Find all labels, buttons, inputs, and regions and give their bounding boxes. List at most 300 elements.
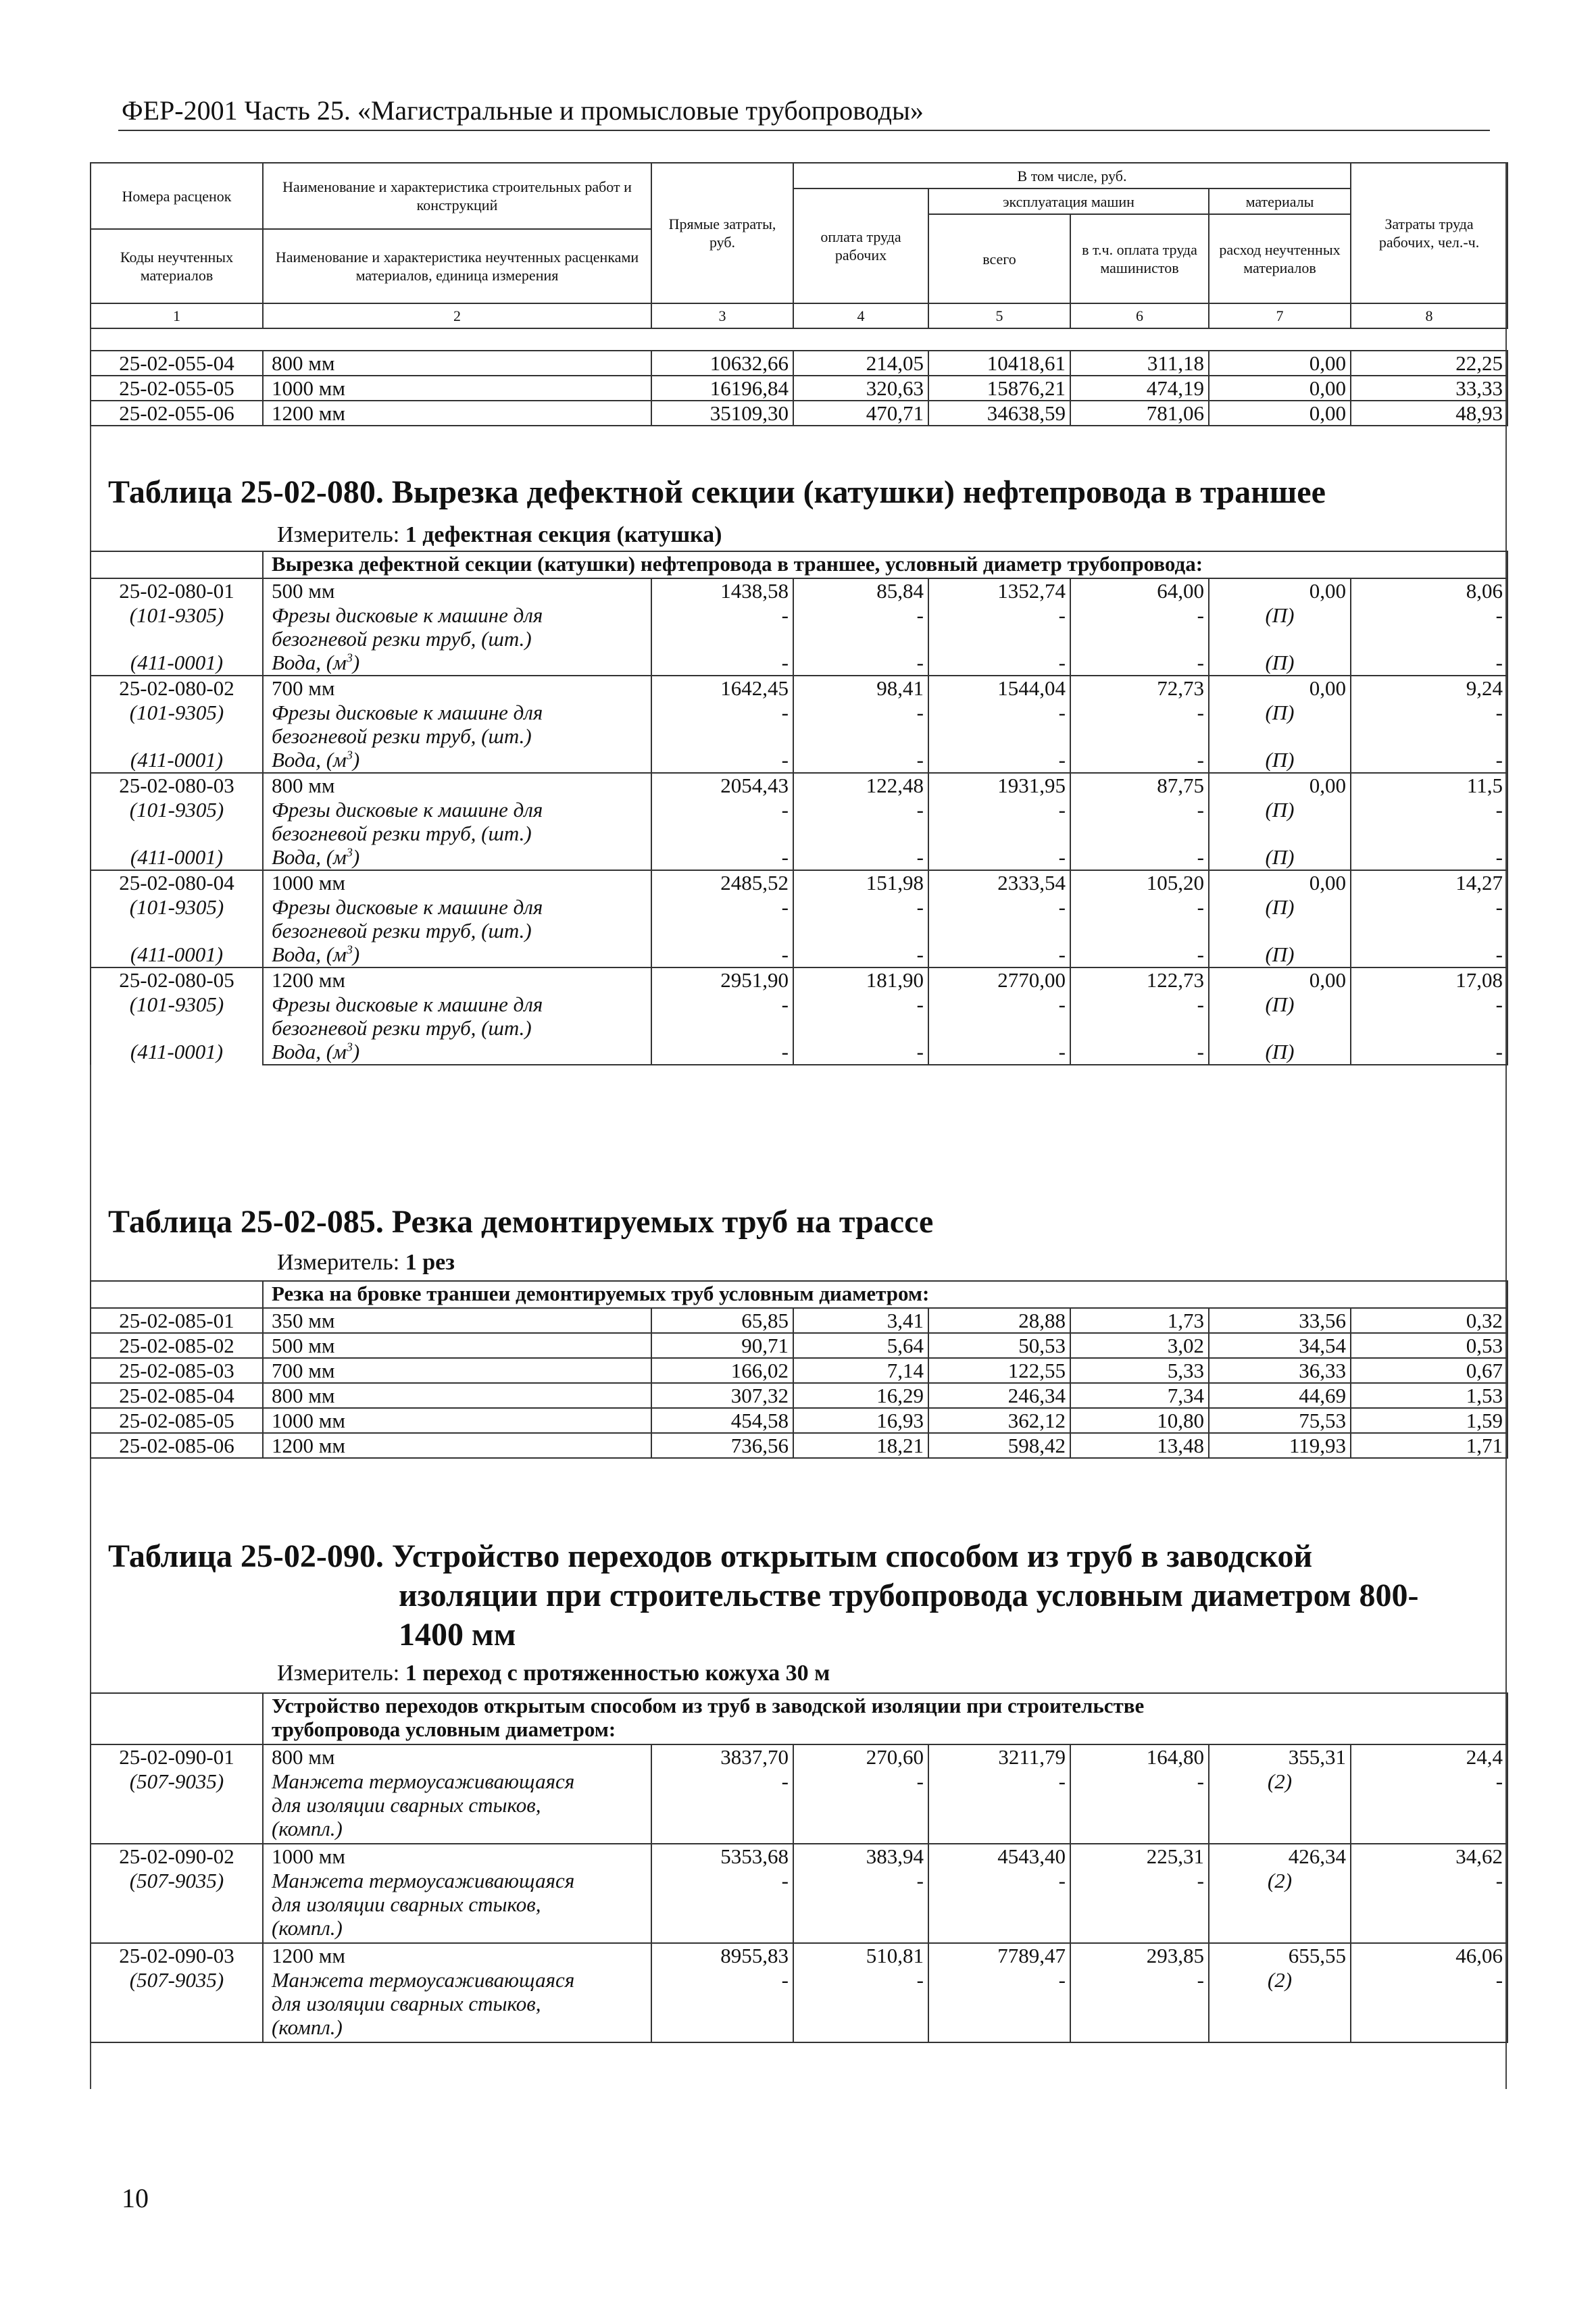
rate-row xyxy=(91,401,1507,426)
dash-cell: - xyxy=(793,1968,928,2042)
rate-row xyxy=(91,1358,1507,1383)
dash-cell: - xyxy=(651,1968,793,2042)
material-name-line1: Манжета термоусаживающаяся xyxy=(272,1869,575,1892)
rate-code: 25-02-080-05 xyxy=(91,967,263,992)
col-number: 5 xyxy=(928,303,1070,328)
value-c5: 28,88 xyxy=(928,1308,1070,1333)
material-name-line1: Манжета термоусаживающаяся xyxy=(272,1769,575,1793)
dash-cell: - xyxy=(793,798,928,845)
p-mark: (П) xyxy=(1209,845,1351,870)
value-c8: 1,71 xyxy=(1351,1433,1507,1458)
value-c3: 1438,58 xyxy=(651,578,793,603)
column-header-table xyxy=(90,162,1508,329)
table-090 xyxy=(90,1692,1508,2043)
value-c3: 454,58 xyxy=(651,1408,793,1433)
material-row xyxy=(91,701,1507,748)
rate-code: 25-02-090-03 xyxy=(91,1943,263,1968)
rate-code: 25-02-055-04 xyxy=(91,351,263,376)
value-c7: 0,00 xyxy=(1209,870,1351,895)
meter-value: 1 рез xyxy=(405,1250,455,1275)
value-c6: 13,48 xyxy=(1070,1433,1209,1458)
value-c4: 85,84 xyxy=(793,578,928,603)
value-c6: 122,73 xyxy=(1070,967,1209,992)
rate-name: 1000 мм xyxy=(263,870,651,895)
dash-cell: - xyxy=(651,1040,793,1065)
value-c5: 2333,54 xyxy=(928,870,1070,895)
value-c8: 0,67 xyxy=(1351,1358,1507,1383)
rate-code: 25-02-085-06 xyxy=(91,1433,263,1458)
dash-cell: - xyxy=(1070,1968,1209,2042)
material-name-line2: для изоляции сварных стыков, xyxy=(272,1793,541,1817)
table-085-meter xyxy=(277,1250,455,1276)
material-name-line2: безогневой резки труб, (шт.) xyxy=(272,724,532,748)
value-c3: 35109,30 xyxy=(651,401,793,426)
dash-cell: - xyxy=(1070,1769,1209,1844)
meter-label: Измеритель: xyxy=(277,1661,400,1686)
col-number: 6 xyxy=(1070,303,1209,328)
material-name-line1: Фрезы дисковые к машине для xyxy=(272,603,543,627)
rate-code: 25-02-085-01 xyxy=(91,1308,263,1333)
value-c5: 2770,00 xyxy=(928,967,1070,992)
value-c5: 122,55 xyxy=(928,1358,1070,1383)
p-mark: (П) xyxy=(1209,701,1351,748)
value-c3: 10632,66 xyxy=(651,351,793,376)
value-c8: 9,24 xyxy=(1351,676,1507,701)
col-number: 2 xyxy=(263,303,651,328)
col-header-direct-costs: Прямые затраты, руб. xyxy=(651,163,793,303)
dash-cell: - xyxy=(1351,1869,1507,1943)
value-c3: 736,56 xyxy=(651,1433,793,1458)
dash-cell: - xyxy=(651,895,793,942)
rate-name: 700 мм xyxy=(263,1358,651,1383)
dash-cell: - xyxy=(1070,845,1209,870)
water-name: Вода, (м xyxy=(272,1040,347,1063)
dash-cell: - xyxy=(1351,1769,1507,1844)
dash-cell: - xyxy=(793,651,928,676)
value-c7: 0,00 xyxy=(1209,967,1351,992)
rate-row xyxy=(91,1943,1507,1968)
value-c3: 166,02 xyxy=(651,1358,793,1383)
value-c6: 781,06 xyxy=(1070,401,1209,426)
rate-row xyxy=(91,1333,1507,1358)
water-name: Вода, (м xyxy=(272,942,347,966)
dash-cell: - xyxy=(1070,942,1209,967)
page-number: 10 xyxy=(122,2183,149,2213)
table-085-subheader: Резка на бровке траншеи демонтируемых труб условным диаметром: xyxy=(263,1281,1507,1308)
material-row xyxy=(91,992,1507,1040)
material-code: (101-9305) xyxy=(91,701,263,748)
material-name-line3: (компл.) xyxy=(272,1916,343,1940)
value-c8: 24,4 xyxy=(1351,1744,1507,1769)
material-code: (411-0001) xyxy=(91,845,263,870)
dash-cell: - xyxy=(928,1869,1070,1943)
material-name-line2: для изоляции сварных стыков, xyxy=(272,1892,541,1916)
value-c6: 311,18 xyxy=(1070,351,1209,376)
material-name-line3: (компл.) xyxy=(272,2015,343,2039)
value-c5: 1352,74 xyxy=(928,578,1070,603)
dash-cell: - xyxy=(928,845,1070,870)
dash-cell: - xyxy=(793,1769,928,1844)
header-rule xyxy=(118,130,1490,131)
material-code: (101-9305) xyxy=(91,798,263,845)
value-c4: 383,94 xyxy=(793,1844,928,1869)
table-080-meter xyxy=(277,522,722,548)
dash-cell: - xyxy=(651,748,793,773)
value-c4: 16,29 xyxy=(793,1383,928,1408)
dash-cell: - xyxy=(793,845,928,870)
col-header-rate-number: Номера расценок xyxy=(91,163,263,229)
p-mark: (П) xyxy=(1209,748,1351,773)
dash-cell: - xyxy=(1351,1968,1507,2042)
material-name xyxy=(263,1769,651,1844)
value-c8: 22,25 xyxy=(1351,351,1507,376)
dash-cell: - xyxy=(1351,798,1507,845)
dash-cell: - xyxy=(928,651,1070,676)
material-row xyxy=(91,895,1507,942)
subheader-spacer xyxy=(91,1281,263,1308)
col-header-material-codes: Коды неучтенных материалов xyxy=(91,229,263,303)
dash-cell: - xyxy=(651,942,793,967)
material-code: (507-9035) xyxy=(91,1869,263,1943)
rate-code: 25-02-055-06 xyxy=(91,401,263,426)
dash-cell: - xyxy=(793,1869,928,1943)
value-c7: 0,00 xyxy=(1209,376,1351,401)
material-name xyxy=(263,992,651,1040)
material-name xyxy=(263,603,651,651)
value-c6: 164,80 xyxy=(1070,1744,1209,1769)
dash-cell: - xyxy=(1070,1040,1209,1065)
table-090-title-prefix: Таблица 25-02-090. xyxy=(108,1538,384,1574)
rate-name: 1000 мм xyxy=(263,1844,651,1869)
value-c6: 3,02 xyxy=(1070,1333,1209,1358)
dash-cell: - xyxy=(1351,651,1507,676)
dash-cell: - xyxy=(928,992,1070,1040)
rate-row xyxy=(91,870,1507,895)
value-c7: 34,54 xyxy=(1209,1333,1351,1358)
col-header-materials: материалы xyxy=(1209,188,1351,214)
p-mark: (П) xyxy=(1209,798,1351,845)
material-row xyxy=(91,603,1507,651)
value-c3: 16196,84 xyxy=(651,376,793,401)
rate-name: 1200 мм xyxy=(263,967,651,992)
value-c3: 65,85 xyxy=(651,1308,793,1333)
dash-cell: - xyxy=(793,895,928,942)
meter-label: Измеритель: xyxy=(277,522,400,547)
table-085 xyxy=(90,1280,1508,1459)
dash-cell: - xyxy=(928,942,1070,967)
material-code: (411-0001) xyxy=(91,651,263,676)
dash-cell: - xyxy=(651,1769,793,1844)
value-c4: 16,93 xyxy=(793,1408,928,1433)
material-row xyxy=(91,1869,1507,1943)
dash-cell: - xyxy=(1070,992,1209,1040)
value-c8: 17,08 xyxy=(1351,967,1507,992)
col-number: 8 xyxy=(1351,303,1507,328)
value-c5: 7789,47 xyxy=(928,1943,1070,1968)
dash-cell: - xyxy=(793,992,928,1040)
subheader-spacer xyxy=(91,1693,263,1744)
material-name xyxy=(263,651,651,676)
dash-cell: - xyxy=(651,651,793,676)
table-080-title: Таблица 25-02-080. Вырезка дефектной секции (катушки) нефтепровода в траншее xyxy=(108,474,1326,510)
rate-row xyxy=(91,967,1507,992)
unit-close: ) xyxy=(352,1040,360,1063)
material-code: (507-9035) xyxy=(91,1968,263,2042)
dash-cell: - xyxy=(928,1769,1070,1844)
value-c5: 362,12 xyxy=(928,1408,1070,1433)
rate-name: 500 мм xyxy=(263,1333,651,1358)
value-c4: 7,14 xyxy=(793,1358,928,1383)
rate-code: 25-02-080-04 xyxy=(91,870,263,895)
dash-cell: - xyxy=(1351,942,1507,967)
rate-row xyxy=(91,1383,1507,1408)
p-mark: (П) xyxy=(1209,603,1351,651)
table-090-meter xyxy=(277,1661,830,1686)
value-c5: 246,34 xyxy=(928,1383,1070,1408)
unit-superscript: 3 xyxy=(346,845,353,859)
rate-name: 1000 мм xyxy=(263,376,651,401)
rate-name: 800 мм xyxy=(263,351,651,376)
col-header-labor: Затраты труда рабочих, чел.-ч. xyxy=(1351,163,1507,303)
p-mark: (П) xyxy=(1209,992,1351,1040)
value-c3: 2951,90 xyxy=(651,967,793,992)
col-header-wages: оплата труда рабочих xyxy=(793,188,928,303)
rate-name: 800 мм xyxy=(263,1744,651,1769)
col-number: 7 xyxy=(1209,303,1351,328)
value-c7: 0,00 xyxy=(1209,351,1351,376)
col-number: 1 xyxy=(91,303,263,328)
material-name-line1: Фрезы дисковые к машине для xyxy=(272,895,543,919)
table-090-title xyxy=(108,1537,1487,1655)
dash-cell: - xyxy=(928,798,1070,845)
material-name-line1: Фрезы дисковые к машине для xyxy=(272,992,543,1016)
dash-cell: - xyxy=(1351,845,1507,870)
value-c7: 0,00 xyxy=(1209,773,1351,798)
value-c8: 33,33 xyxy=(1351,376,1507,401)
rate-name: 1200 мм xyxy=(263,401,651,426)
qty-mark: (2) xyxy=(1209,1968,1351,2042)
meter-value: 1 дефектная секция (катушка) xyxy=(405,522,722,547)
meter-value: 1 переход с протяженностью кожуха 30 м xyxy=(405,1661,830,1686)
dash-cell: - xyxy=(1351,1040,1507,1065)
value-c7: 0,00 xyxy=(1209,676,1351,701)
rate-code: 25-02-090-02 xyxy=(91,1844,263,1869)
value-c6: 293,85 xyxy=(1070,1943,1209,1968)
subheader-spacer xyxy=(91,551,263,578)
value-c8: 1,53 xyxy=(1351,1383,1507,1408)
p-mark: (П) xyxy=(1209,942,1351,967)
p-mark: (П) xyxy=(1209,1040,1351,1065)
value-c4: 3,41 xyxy=(793,1308,928,1333)
value-c5: 34638,59 xyxy=(928,401,1070,426)
material-code: (411-0001) xyxy=(91,942,263,967)
rate-name: 500 мм xyxy=(263,578,651,603)
table-090-title-line2: изоляции при строительстве трубопровода условным диаметром 800- xyxy=(399,1578,1419,1613)
rate-code: 25-02-085-03 xyxy=(91,1358,263,1383)
col-header-machines-total: всего xyxy=(928,214,1070,303)
material-name-line2: для изоляции сварных стыков, xyxy=(272,1992,541,2015)
value-c7: 36,33 xyxy=(1209,1358,1351,1383)
rate-row xyxy=(91,1408,1507,1433)
value-c7: 0,00 xyxy=(1209,401,1351,426)
value-c6: 10,80 xyxy=(1070,1408,1209,1433)
document-header: ФЕР-2001 Часть 25. «Магистральные и промысловые трубопроводы» xyxy=(122,95,924,126)
unit-close: ) xyxy=(352,651,360,674)
rate-row xyxy=(91,1744,1507,1769)
dash-cell: - xyxy=(928,1040,1070,1065)
value-c6: 87,75 xyxy=(1070,773,1209,798)
dash-cell: - xyxy=(1070,603,1209,651)
value-c4: 510,81 xyxy=(793,1943,928,1968)
value-c4: 122,48 xyxy=(793,773,928,798)
material-name xyxy=(263,798,651,845)
unit-superscript: 3 xyxy=(346,942,353,957)
rate-code: 25-02-080-02 xyxy=(91,676,263,701)
value-c6: 64,00 xyxy=(1070,578,1209,603)
unit-superscript: 3 xyxy=(346,1040,353,1054)
table-080-subheader: Вырезка дефектной секции (катушки) нефтепровода в траншее, условный диаметр трубопровода: xyxy=(263,551,1507,578)
material-code: (507-9035) xyxy=(91,1769,263,1844)
p-mark: (П) xyxy=(1209,651,1351,676)
dash-cell: - xyxy=(1070,798,1209,845)
unit-close: ) xyxy=(352,748,360,772)
value-c7: 355,31 xyxy=(1209,1744,1351,1769)
table-090-title-line1: Устройство переходов открытым способом из труб в заводской xyxy=(391,1538,1313,1574)
value-c8: 46,06 xyxy=(1351,1943,1507,1968)
rate-code: 25-02-090-01 xyxy=(91,1744,263,1769)
table-090-subheader-line2: трубопровода условным диаметром: xyxy=(272,1717,616,1741)
unit-close: ) xyxy=(352,942,360,966)
value-c3: 2054,43 xyxy=(651,773,793,798)
value-c8: 1,59 xyxy=(1351,1408,1507,1433)
value-c4: 98,41 xyxy=(793,676,928,701)
dash-cell: - xyxy=(1351,748,1507,773)
material-name xyxy=(263,845,651,870)
material-name xyxy=(263,1040,651,1065)
material-name-line1: Манжета термоусаживающаяся xyxy=(272,1968,575,1992)
rate-code: 25-02-085-05 xyxy=(91,1408,263,1433)
value-c6: 474,19 xyxy=(1070,376,1209,401)
dash-cell: - xyxy=(651,1869,793,1943)
water-name: Вода, (м xyxy=(272,651,347,674)
value-c5: 15876,21 xyxy=(928,376,1070,401)
rate-name: 1200 мм xyxy=(263,1943,651,1968)
rate-row xyxy=(91,1308,1507,1333)
dash-cell: - xyxy=(793,1040,928,1065)
table-090-title-line3: 1400 мм xyxy=(399,1617,516,1653)
unit-superscript: 3 xyxy=(346,748,353,762)
rate-row xyxy=(91,376,1507,401)
meter-label: Измеритель: xyxy=(277,1250,400,1275)
dash-cell: - xyxy=(793,603,928,651)
material-code: (411-0001) xyxy=(91,1040,263,1065)
value-c7: 33,56 xyxy=(1209,1308,1351,1333)
value-c5: 50,53 xyxy=(928,1333,1070,1358)
value-c6: 5,33 xyxy=(1070,1358,1209,1383)
dash-cell: - xyxy=(1351,992,1507,1040)
material-name xyxy=(263,895,651,942)
rate-name: 800 мм xyxy=(263,1383,651,1408)
rate-row xyxy=(91,773,1507,798)
value-c7: 119,93 xyxy=(1209,1433,1351,1458)
value-c7: 44,69 xyxy=(1209,1383,1351,1408)
col-header-machines: эксплуатация машин xyxy=(928,188,1209,214)
material-name-line2: безогневой резки труб, (шт.) xyxy=(272,822,532,845)
value-c8: 14,27 xyxy=(1351,870,1507,895)
dash-cell: - xyxy=(928,701,1070,748)
dash-cell: - xyxy=(1351,701,1507,748)
dash-cell: - xyxy=(1351,603,1507,651)
material-name xyxy=(263,701,651,748)
dash-cell: - xyxy=(1070,651,1209,676)
col-header-material-names: Наименование и характеристика неучтенных расценками материалов, единица измерения xyxy=(263,229,651,303)
table-080 xyxy=(90,551,1508,1065)
dash-cell: - xyxy=(793,748,928,773)
rate-code: 25-02-080-01 xyxy=(91,578,263,603)
value-c4: 181,90 xyxy=(793,967,928,992)
dash-cell: - xyxy=(793,701,928,748)
value-c3: 8955,83 xyxy=(651,1943,793,1968)
rate-row xyxy=(91,578,1507,603)
col-header-work-name: Наименование и характеристика строительных работ и конструкций xyxy=(263,163,651,229)
value-c5: 598,42 xyxy=(928,1433,1070,1458)
dash-cell: - xyxy=(793,942,928,967)
value-c4: 5,64 xyxy=(793,1333,928,1358)
value-c8: 0,32 xyxy=(1351,1308,1507,1333)
value-c4: 320,63 xyxy=(793,376,928,401)
unit-superscript: 3 xyxy=(346,651,353,665)
dash-cell: - xyxy=(928,1968,1070,2042)
material-name xyxy=(263,1869,651,1943)
material-row xyxy=(91,748,1507,773)
rate-name: 1000 мм xyxy=(263,1408,651,1433)
rate-code: 25-02-085-04 xyxy=(91,1383,263,1408)
water-name: Вода, (м xyxy=(272,748,347,772)
value-c4: 214,05 xyxy=(793,351,928,376)
dash-cell: - xyxy=(1351,895,1507,942)
value-c5: 3211,79 xyxy=(928,1744,1070,1769)
value-c7: 75,53 xyxy=(1209,1408,1351,1433)
value-c4: 151,98 xyxy=(793,870,928,895)
material-name xyxy=(263,942,651,967)
value-c6: 105,20 xyxy=(1070,870,1209,895)
material-row xyxy=(91,942,1507,967)
material-code: (101-9305) xyxy=(91,895,263,942)
value-c5: 1544,04 xyxy=(928,676,1070,701)
rate-row xyxy=(91,1433,1507,1458)
value-c6: 72,73 xyxy=(1070,676,1209,701)
col-header-machinists: в т.ч. оплата труда машинистов xyxy=(1070,214,1209,303)
material-code: (101-9305) xyxy=(91,603,263,651)
material-name xyxy=(263,748,651,773)
material-name-line2: безогневой резки труб, (шт.) xyxy=(272,627,532,651)
dash-cell: - xyxy=(1070,1869,1209,1943)
material-row xyxy=(91,1968,1507,2042)
value-c8: 8,06 xyxy=(1351,578,1507,603)
dash-cell: - xyxy=(1070,701,1209,748)
dash-cell: - xyxy=(651,845,793,870)
value-c8: 48,93 xyxy=(1351,401,1507,426)
value-c7: 426,34 xyxy=(1209,1844,1351,1869)
value-c6: 7,34 xyxy=(1070,1383,1209,1408)
value-c8: 34,62 xyxy=(1351,1844,1507,1869)
col-number: 4 xyxy=(793,303,928,328)
material-code: (101-9305) xyxy=(91,992,263,1040)
value-c8: 11,5 xyxy=(1351,773,1507,798)
material-name-line1: Фрезы дисковые к машине для xyxy=(272,798,543,822)
value-c5: 4543,40 xyxy=(928,1844,1070,1869)
material-row xyxy=(91,1040,1507,1065)
